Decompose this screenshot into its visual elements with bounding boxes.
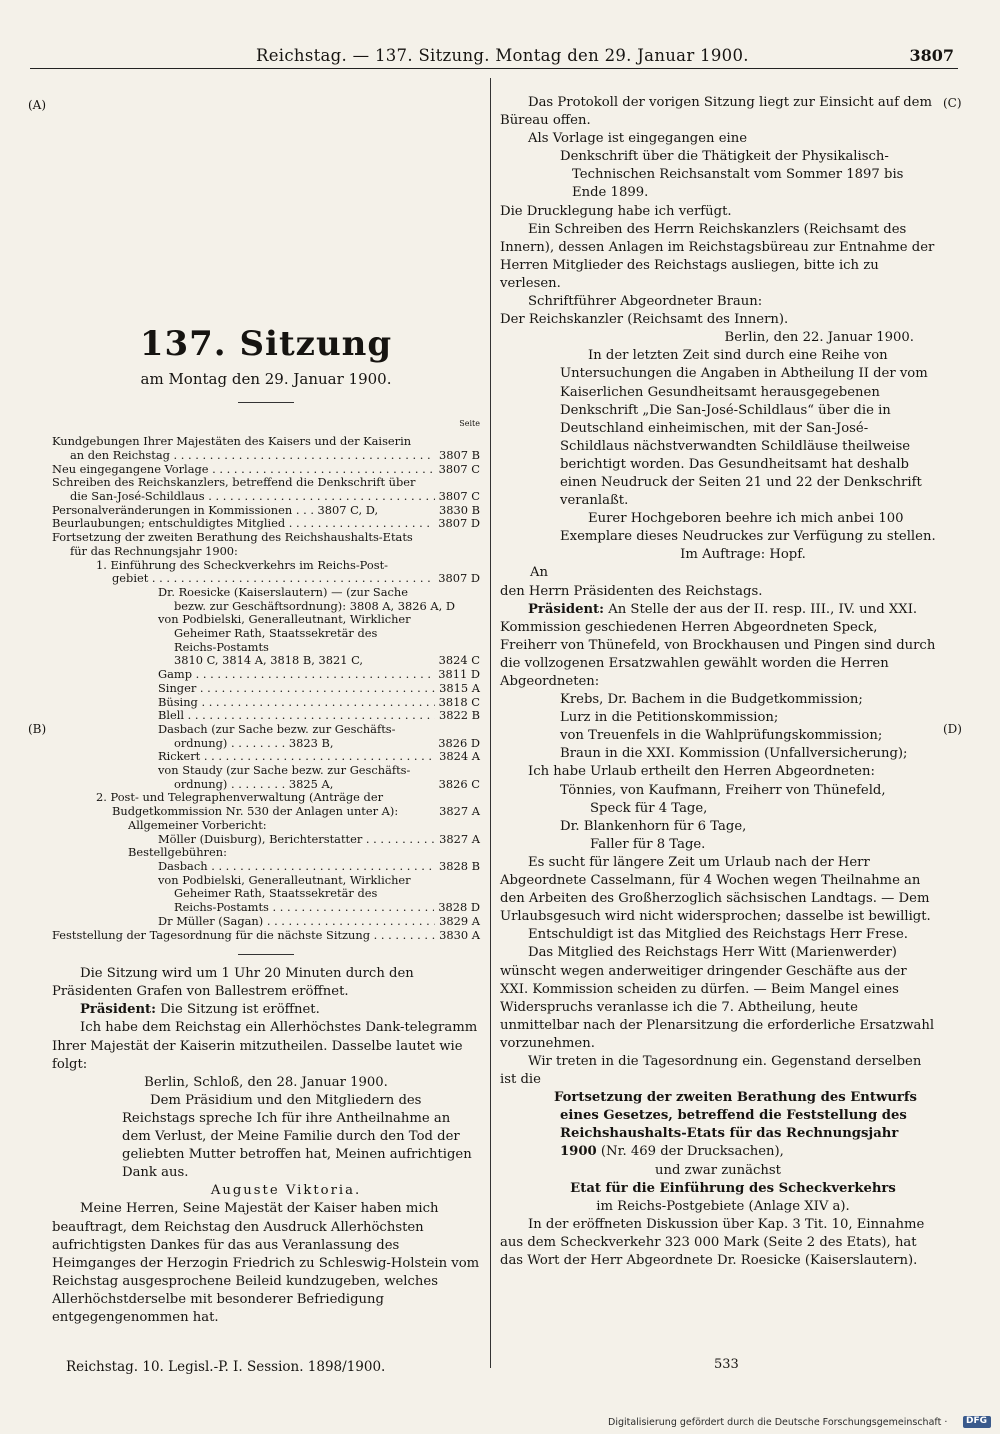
toc-entry bbox=[52, 435, 480, 449]
page-number: 3807 bbox=[909, 46, 954, 65]
urlaub-item-2: Dr. Blankenhorn für 6 Tage, bbox=[560, 818, 747, 834]
toc-entry-text: Budgetkommission Nr. 530 der Anlagen unter A): bbox=[112, 805, 399, 819]
toc-entry-text: Büsing . . . bbox=[158, 696, 435, 710]
toc-entry-text: Allgemeiner Vorbericht: bbox=[128, 818, 267, 832]
toc-entry-text: Geheimer Rath, Staatssekretär des bbox=[174, 887, 378, 901]
toc-entry-page: 3824 C bbox=[438, 653, 480, 668]
header-rule bbox=[30, 68, 958, 69]
urlaub-names: Tönnies, von Kaufmann, Freiherr von Thünefeld, bbox=[560, 782, 886, 798]
speaker-label: Präsident: bbox=[80, 1002, 157, 1018]
toc-entry-page: 3811 D bbox=[438, 667, 480, 682]
toc-entry-page: 3827 A bbox=[439, 804, 480, 819]
toc-entry-text: Neu eingegangene Vorlage . . . bbox=[52, 463, 435, 477]
commission-item-3: von Treuenfels in die Wahlprüfungskommission; bbox=[560, 728, 883, 744]
toc-entry-text: ordnung) . . . . . . . . 3823 B, bbox=[174, 736, 334, 750]
telegram-signature: Auguste Viktoria. bbox=[210, 1183, 362, 1199]
toc-entry-text: Schreiben des Reichskanzlers, betreffend die Denkschrift über bbox=[52, 476, 416, 490]
toc-entry bbox=[52, 572, 480, 586]
session-date: am Montag den 29. Januar 1900. bbox=[140, 370, 392, 388]
paragraph-urlaub: Ich habe Urlaub ertheilt den Herren Abgeordneten: bbox=[528, 764, 875, 780]
agenda-zunaechst: und zwar zunächst bbox=[655, 1162, 781, 1178]
paragraph-tagesordnung: Wir treten in die Tagesordnung ein. Gegenstand derselben ist die bbox=[500, 1053, 922, 1088]
toc-entry bbox=[52, 764, 480, 778]
toc-entry-page: 3830 A bbox=[439, 927, 480, 942]
toc-entry bbox=[52, 805, 480, 819]
toc-entry bbox=[52, 490, 480, 504]
toc-entry-page: 3807 C bbox=[438, 489, 480, 503]
paragraph-opening: Die Sitzung wird um 1 Uhr 20 Minuten durch den Präsidenten Grafen von Ballestrem eröffnet. bbox=[52, 966, 414, 1000]
toc-entry bbox=[52, 737, 480, 751]
toc-entry bbox=[52, 696, 480, 710]
toc-entry bbox=[52, 860, 480, 874]
toc-entry bbox=[52, 504, 480, 518]
footer-session-info: Reichstag. 10. Legisl.-P. I. Session. 1898/1900. bbox=[66, 1359, 386, 1375]
toc-entry-text: 1. Einführung des Scheckverkehrs im Reichs-Post- bbox=[96, 558, 389, 572]
toc-entry-text: ordnung) . . . . . . . . 3825 A, bbox=[174, 777, 334, 791]
speaker-label-2: Präsident: bbox=[528, 601, 605, 617]
vorlage-title: Denkschrift über die Thätigkeit der Physikalisch-Technischen Reichsanstalt vom Sommer 1897 bis Ende 1899. bbox=[560, 149, 904, 201]
toc-entry-page: 3828 D bbox=[438, 900, 480, 915]
letter-dateline: Berlin, den 22. Januar 1900. bbox=[724, 330, 914, 346]
urlaub-item-1: Speck für 4 Tage, bbox=[590, 800, 708, 816]
toc-entry-page: 3818 C bbox=[438, 694, 480, 709]
toc-entry-page: 3807 D bbox=[438, 516, 480, 531]
letter-body: In der letzten Zeit sind durch eine Reihe von Untersuchungen die Angaben in Abtheilung II der vom Kaiserlichen Gesundheitsamt herausgegebenen Denkschrift „Die San-José-Schildlaus“ über die in Deutschland einheimischen, mit der San-José-Schildlaus nächstverwandten Schildläuse theilweise berichtigt worden. Das Gesundheitsamt hat deshalb einen Neudruck der Seiten 21 und 22 der Denkschrift veranlaßt. bbox=[560, 348, 928, 509]
toc-entry bbox=[52, 600, 480, 614]
letter-addressee-an: An bbox=[530, 565, 549, 581]
toc-entry-text: Dasbach (zur Sache bezw. zur Geschäfts- bbox=[158, 722, 396, 736]
toc-entry-text: Reichs-Postamts bbox=[174, 640, 269, 654]
toc-entry bbox=[52, 750, 480, 764]
toc-entry-text: Gamp . . . bbox=[158, 668, 434, 682]
toc-entry-text: Rickert . . . bbox=[158, 750, 435, 764]
toc-entry bbox=[52, 682, 480, 696]
toc-entry bbox=[52, 915, 480, 929]
toc-entry bbox=[52, 545, 480, 559]
commission-item-4: Braun in die XXI. Kommission (Unfallversicherung); bbox=[560, 746, 908, 762]
paragraph-kaiser-thanks: Meine Herren, Seine Majestät der Kaiser haben mich beauftragt, dem Reichstag den Ausdruck Allerhöchsten aufrichtigsten Dankes für das aus Veranlassung des Heimganges der Herzogin Friedrich zu Schleswig-Holstein vom Reichstag ausgesprochene Beileid kundzugeben, welches Allerhöchstderselbe mit besonderer Befriedigung entgegengenommen hat. bbox=[52, 1201, 480, 1325]
toc-entry-page: 3826 D bbox=[438, 735, 480, 750]
speaker-text: Die Sitzung ist eröffnet. bbox=[156, 1002, 320, 1018]
letter-sender: Der Reichskanzler (Reichsamt des Innern). bbox=[500, 312, 789, 328]
toc-entry-page: 3828 B bbox=[439, 858, 480, 873]
toc-entry-text: 3810 C, 3814 A, 3818 B, 3821 C, bbox=[174, 654, 363, 668]
toc-entry bbox=[52, 709, 480, 723]
toc-rule bbox=[238, 954, 294, 955]
toc-entry-text: Geheimer Rath, Staatssekretär des bbox=[174, 627, 378, 641]
letter-closing: Eurer Hochgeboren beehre ich mich anbei 100 Exemplare dieses Neudruckes zur Verfügung zu stellen. bbox=[560, 511, 936, 545]
toc-entry-page: 3815 A bbox=[439, 680, 480, 695]
toc-entry-text: an den Reichstag . . . bbox=[70, 449, 435, 463]
paragraph-diskussion: In der eröffneten Diskussion über Kap. 3 Tit. 10, Einnahme aus dem Scheckverkehr 323 000 Mark (Seite 2 des Etats), hat das Wort der Herr Abgeordnete Dr. Roesicke (Kaiserslautern). bbox=[500, 1216, 925, 1268]
paragraph-casselmann: Es sucht für längere Zeit um Urlaub nach der Herr Abgeordnete Casselmann, für 4 Wochen wegen Theilnahme an den Arbeiten des Großherzoglich sächsischen Landtags. — Dem Urlaubsgesuch wird nicht widersprochen; dasselbe ist bewilligt. bbox=[500, 854, 931, 925]
toc-entry-page: 3824 A bbox=[439, 749, 480, 764]
toc-entry bbox=[52, 654, 480, 668]
toc-entry bbox=[52, 559, 480, 573]
agenda-item bbox=[500, 1089, 936, 1161]
toc-entry-page: 3827 A bbox=[439, 831, 480, 846]
toc-entry bbox=[52, 641, 480, 655]
paragraph-ersatzwahlen bbox=[500, 601, 936, 691]
toc-entry-text: gebiet . . . bbox=[112, 572, 434, 586]
dfg-logo-icon bbox=[963, 1416, 991, 1428]
toc-entry bbox=[52, 586, 480, 600]
toc-entry bbox=[52, 791, 480, 805]
running-header bbox=[34, 44, 954, 70]
left-column bbox=[52, 86, 480, 1327]
toc-entry bbox=[52, 668, 480, 682]
toc-entry-text: Feststellung der Tagesordnung für die nächste Sitzung . . . bbox=[52, 929, 435, 943]
toc-entry-page: 3829 A bbox=[439, 913, 480, 928]
toc-entry bbox=[52, 874, 480, 888]
agenda-item-rest: (Nr. 469 der Drucksachen), bbox=[596, 1144, 784, 1160]
toc-entry-text: von Podbielski, Generalleutnant, Wirklicher bbox=[158, 613, 411, 627]
toc-entry bbox=[52, 901, 480, 915]
toc-entry-text: die San-José-Schildlaus . . . bbox=[70, 490, 435, 504]
commission-item-2: Lurz in die Petitionskommission; bbox=[560, 710, 779, 726]
letter-addressee: den Herrn Präsidenten des Reichstags. bbox=[500, 583, 763, 599]
toc-entry-text: Fortsetzung der zweiten Berathung des Reichshaushalts-Etats bbox=[52, 531, 413, 545]
toc-entry-text: Singer . . . bbox=[158, 682, 435, 696]
paragraph-entschuldigt: Entschuldigt ist das Mitglied des Reichstags Herr Frese. bbox=[528, 927, 908, 943]
toc-entry-page: 3807 C bbox=[438, 461, 480, 476]
toc-entry-text: 2. Post- und Telegraphenverwaltung (Anträge der bbox=[96, 791, 384, 805]
toc-entry-text: Blell . . . bbox=[158, 709, 435, 723]
dfg-credit: Digitalisierung gefördert durch die Deutsche Forschungsgemeinschaft · bbox=[608, 1417, 948, 1428]
toc-entry-text: Personalveränderungen in Kommissionen . . . 3807 C, D, bbox=[52, 503, 379, 517]
running-title: Reichstag. — 137. Sitzung. Montag den 29. Januar 1900. bbox=[256, 46, 749, 65]
paragraph-vorlage: Als Vorlage ist eingegangen eine bbox=[528, 131, 748, 147]
toc-entry-text: Dasbach . . . bbox=[158, 860, 435, 874]
toc-entry-text: Kundgebungen Ihrer Majestäten des Kaisers und der Kaiserin bbox=[52, 435, 412, 449]
paragraph-drucklegung: Die Drucklegung habe ich verfügt. bbox=[500, 203, 732, 219]
toc-entry-text: Beurlaubungen; entschuldigtes Mitglied . . . bbox=[52, 517, 434, 531]
urlaub-item-3: Faller für 8 Tage. bbox=[590, 836, 706, 852]
toc-entry bbox=[52, 723, 480, 737]
session-title: 137. Sitzung bbox=[139, 324, 393, 364]
toc-entry-page: 3830 B bbox=[439, 502, 480, 517]
schriftfuehrer-label: Schriftführer Abgeordneter Braun: bbox=[528, 294, 763, 310]
toc-entry-text: von Staudy (zur Sache bezw. zur Geschäfts- bbox=[158, 764, 411, 778]
toc-seite-heading: Seite bbox=[459, 419, 480, 429]
table-of-contents bbox=[52, 435, 480, 942]
commission-item-1: Krebs, Dr. Bachem in die Budgetkommission; bbox=[560, 692, 863, 708]
paragraph-telegram-intro: Ich habe dem Reichstag ein Allerhöchstes Dank-telegramm Ihrer Majestät der Kaiserin mitzutheilen. Dasselbe lautet wie folgt: bbox=[52, 1020, 478, 1072]
paragraph-president bbox=[52, 1001, 480, 1019]
margin-label-c: (C) bbox=[943, 96, 962, 110]
toc-entry bbox=[52, 778, 480, 792]
toc-entry bbox=[52, 613, 480, 627]
toc-entry-text: Reichs-Postamts . . . bbox=[174, 901, 434, 915]
paragraph-witt: Das Mitglied des Reichstags Herr Witt (Marienwerder) wünscht wegen anderweitiger dringender Geschäfte aus der XXI. Kommission scheiden zu dürfen. — Beim Mangel eines Widerspruchs veranlasse ich die 7. Abtheilung, heute unmittelbar nach der Plenarsitzung die erforderliche Ersatzwahl vorzunehmen. bbox=[500, 945, 935, 1051]
toc-entry bbox=[52, 929, 480, 943]
toc-entry bbox=[52, 833, 480, 847]
toc-entry bbox=[52, 846, 480, 860]
agenda-scheck-sub: im Reichs-Postgebiete (Anlage XIV a). bbox=[596, 1198, 850, 1214]
toc-entry bbox=[52, 517, 480, 531]
paragraph-protocol: Das Protokoll der vorigen Sitzung liegt zur Einsicht auf dem Büreau offen. bbox=[500, 95, 932, 129]
toc-entry-text: Dr Müller (Sagan) . . . bbox=[158, 915, 435, 929]
agenda-scheck-heading: Etat für die Einführung des Scheckverkehrs bbox=[570, 1180, 896, 1196]
margin-label-b: (B) bbox=[28, 722, 47, 736]
toc-entry-text: für das Rechnungsjahr 1900: bbox=[70, 544, 238, 558]
right-column bbox=[500, 94, 936, 1270]
margin-label-d: (D) bbox=[943, 722, 962, 736]
margin-label-a: (A) bbox=[28, 98, 47, 112]
toc-entry bbox=[52, 449, 480, 463]
toc-entry-text: Bestellgebühren: bbox=[128, 846, 227, 860]
toc-entry-page: 3822 B bbox=[439, 708, 480, 723]
paragraph-reichskanzler-letter: Ein Schreiben des Herrn Reichskanzlers (Reichsamt des Innern), dessen Anlagen im Reichstagsbüreau zur Entnahme der Herren Mitglieder des Reichstags ausliegen, bitte ich zu verlesen. bbox=[500, 221, 935, 291]
telegram-body: Dem Präsidium und den Mitgliedern des Reichstags spreche Ich für ihre Antheilnahme an dem Verlust, der Meine Familie durch den Tod der geliebten Mutter betroffen hat, Meinen aufrichtigen Dank aus. bbox=[122, 1092, 472, 1181]
toc-entry-page: 3807 D bbox=[438, 571, 480, 586]
column-divider bbox=[490, 78, 491, 1368]
telegram-dateline: Berlin, Schloß, den 28. Januar 1900. bbox=[144, 1074, 388, 1090]
toc-entry-text: Möller (Duisburg), Berichterstatter . . . bbox=[158, 833, 435, 847]
agenda-item-bold: Fortsetzung der zweiten Berathung des Entwurfs eines Gesetzes, betreffend die Feststellung des Reichshaushalts-Etats für das Rechnungsjahr 1900 bbox=[554, 1090, 917, 1160]
letter-signature: Im Auftrage: Hopf. bbox=[680, 547, 806, 563]
toc-entry bbox=[52, 819, 480, 833]
toc-entry-text: Dr. Roesicke (Kaiserslautern) — (zur Sache bbox=[158, 585, 408, 599]
toc-entry-page: 3826 C bbox=[438, 776, 480, 791]
speaker-text-2: An Stelle der aus der II. resp. III., IV. und XXI. Kommission geschiedenen Herren Abgeordneten Speck, Freiherr von Thünefeld, von Brockhausen und Pingen sind durch die vollzogenen Ersatzwahlen gewählt worden die Herren Abgeordneten: bbox=[500, 601, 936, 689]
footer-sheet-number: 533 bbox=[714, 1357, 739, 1372]
toc-entry bbox=[52, 476, 480, 490]
toc-entry-page: 3807 B bbox=[439, 447, 480, 462]
toc-entry bbox=[52, 463, 480, 477]
toc-entry-text: von Podbielski, Generalleutnant, Wirklicher bbox=[158, 873, 411, 887]
title-rule bbox=[238, 402, 294, 403]
toc-entry bbox=[52, 887, 480, 901]
toc-entry bbox=[52, 531, 480, 545]
toc-entry bbox=[52, 627, 480, 641]
toc-entry-text: bezw. zur Geschäftsordnung): 3808 A, 3826 A, D bbox=[174, 599, 455, 613]
